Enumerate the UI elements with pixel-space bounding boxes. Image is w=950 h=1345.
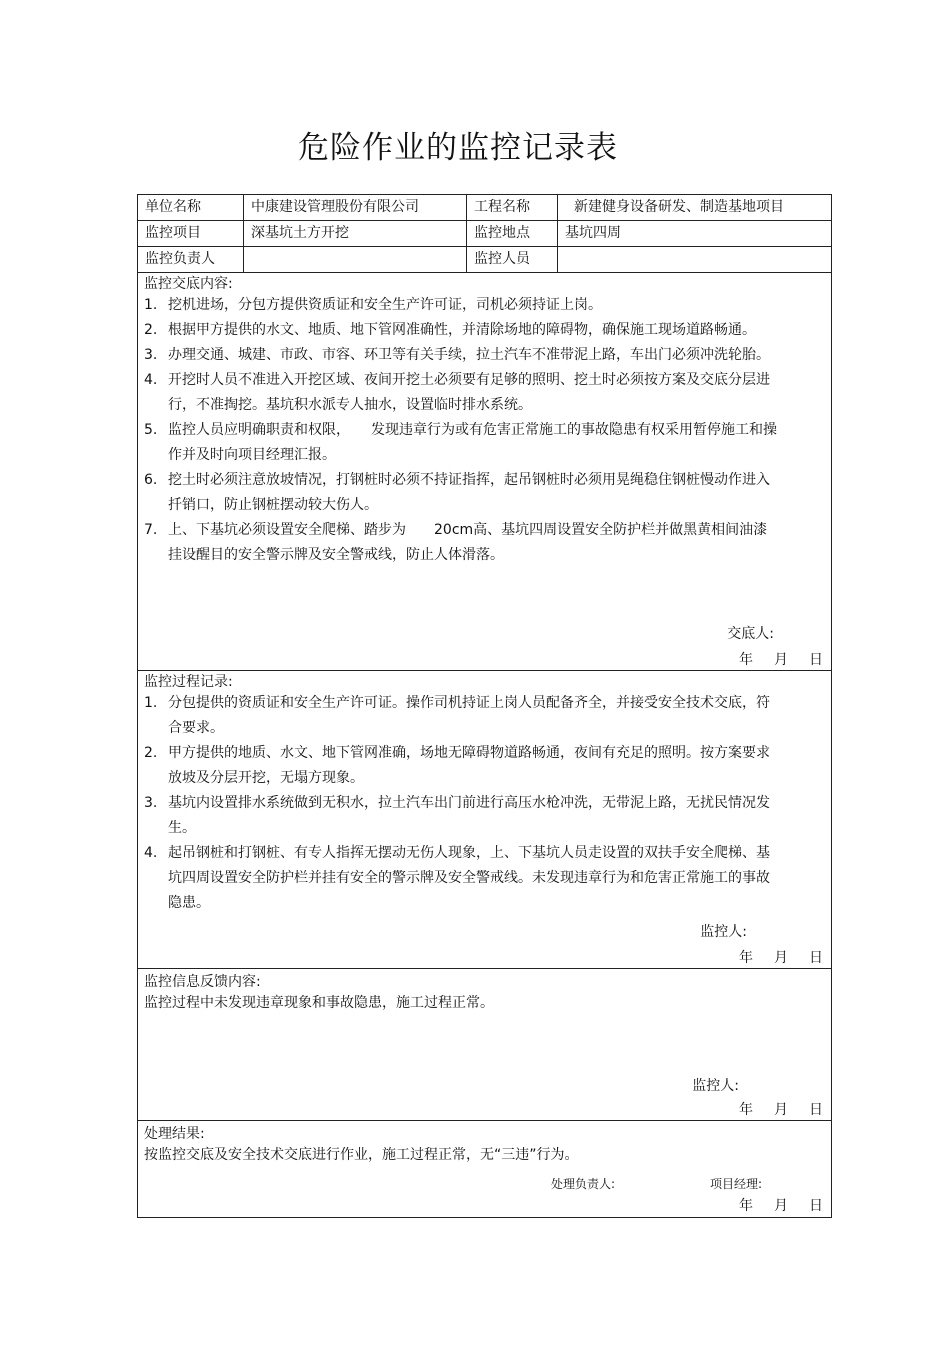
date-month: 月 (774, 652, 788, 668)
list-item (138, 468, 831, 518)
list-item (138, 293, 831, 318)
item-number: 4. (144, 372, 158, 388)
monitor-item-value: 深基坑土方开挖 (244, 221, 467, 246)
date-year: 年 (739, 1198, 753, 1214)
feedback-signer: 监控人: (692, 1078, 739, 1094)
item-number: 1. (144, 297, 158, 313)
item-number: 3. (144, 795, 158, 811)
project-name-value: 新建健身设备研发、制造基地项目 (574, 199, 784, 215)
briefing-title: 监控交底内容: (144, 276, 233, 292)
monitor-location-value: 基坑四周 (565, 225, 621, 241)
list-item (138, 518, 831, 568)
monitor-leader-label: 监控负责人 (138, 247, 244, 272)
date-year: 年 (739, 1102, 753, 1118)
date-month: 月 (774, 1102, 788, 1118)
result-title: 处理结果: (144, 1126, 205, 1142)
result-section (138, 1121, 831, 1217)
date-year: 年 (739, 652, 753, 668)
item-number: 7. (144, 522, 158, 538)
briefing-date (739, 649, 823, 669)
date-day: 日 (809, 1102, 823, 1118)
process-title: 监控过程记录: (144, 674, 233, 690)
header-row-item (138, 221, 831, 247)
item-text: 起吊钢桩和打钢桩、有专人指挥无摆动无伤人现象，上、下基坑人员走设置的双扶手安全爬梯、基坑四周设置安全防护栏并挂有安全的警示牌及安全警戒线。未发现违章行为和危害正常施工的事故隐患。 (168, 845, 770, 911)
feedback-text: 监控过程中未发现违章现象和事故隐患，施工过程正常。 (144, 995, 494, 1011)
item-number: 2. (144, 745, 158, 761)
date-day: 日 (809, 1198, 823, 1214)
date-day: 日 (809, 652, 823, 668)
item-text: 基坑内设置排水系统做到无积水，拉土汽车出门前进行高压水枪冲洗，无带泥上路，无扰民情况发生。 (168, 795, 770, 836)
monitor-staff-value (558, 247, 831, 272)
monitor-location-label: 监控地点 (467, 221, 558, 246)
page-title: 危险作业的监控记录表 (298, 130, 618, 166)
item-text: 根据甲方提供的水文、地质、地下管网准确性，并清除场地的障碍物，确保施工现场道路畅通。 (168, 322, 756, 338)
process-date (739, 947, 823, 967)
date-month: 月 (774, 1198, 788, 1214)
feedback-title: 监控信息反馈内容: (144, 974, 261, 990)
briefing-section (138, 273, 831, 671)
item-text: 监控人员应明确职责和权限， 发现违章行为或有危害正常施工的事故隐患有权采用暂停施工和操作并及时向项目经理汇报。 (168, 422, 777, 463)
date-year: 年 (739, 950, 753, 966)
feedback-date (739, 1099, 823, 1119)
list-item (138, 418, 831, 468)
briefing-signer: 交底人: (727, 626, 774, 642)
project-name-label: 工程名称 (467, 195, 558, 220)
list-item (138, 741, 831, 791)
result-handler: 处理负责人: (551, 1177, 616, 1191)
unit-name-value: 中康建设管理股份有限公司 (244, 195, 467, 220)
item-text: 上、下基坑必须设置安全爬梯、踏步为 20cm高、基坑四周设置安全防护栏并做黑黄相间油漆挂设醒目的安全警示牌及安全警戒线，防止人体滑落。 (168, 522, 768, 563)
result-date (739, 1195, 823, 1215)
unit-name-label: 单位名称 (138, 195, 244, 220)
item-number: 3. (144, 347, 158, 363)
process-signer: 监控人: (700, 924, 747, 940)
item-number: 2. (144, 322, 158, 338)
item-number: 1. (144, 695, 158, 711)
item-text: 甲方提供的地质、水文、地下管网准确，场地无障碍物道路畅通，夜间有充足的照明。按方案要求放坡及分层开挖，无塌方现象。 (168, 745, 770, 786)
result-manager: 项目经理: (710, 1177, 763, 1191)
list-item (138, 343, 831, 368)
item-number: 5. (144, 422, 158, 438)
header-row-people (138, 247, 831, 273)
item-text: 开挖时人员不准进入开挖区域、夜间开挖土必须要有足够的照明、挖土时必须按方案及交底分层进行，不准掏挖。基坑积水派专人抽水，设置临时排水系统。 (168, 372, 770, 413)
monitoring-record-table (137, 194, 832, 1218)
item-text: 挖土时必须注意放坡情况，打钢桩时必须不持证指挥，起吊钢桩时必须用晃绳稳住钢桩慢动作进入扦销口，防止钢桩摆动较大伤人。 (168, 472, 770, 513)
date-month: 月 (774, 950, 788, 966)
monitor-item-label: 监控项目 (138, 221, 244, 246)
result-text: 按监控交底及安全技术交底进行作业，施工过程正常，无“三违”行为。 (144, 1147, 579, 1163)
item-number: 4. (144, 845, 158, 861)
feedback-section (138, 969, 831, 1121)
item-text: 办理交通、城建、市政、市容、环卫等有关手续，拉土汽车不准带泥上路，车出门必须冲洗轮胎。 (168, 347, 770, 363)
date-day: 日 (809, 950, 823, 966)
list-item (138, 368, 831, 418)
monitor-staff-label: 监控人员 (467, 247, 558, 272)
item-number: 6. (144, 472, 158, 488)
header-row-unit (138, 195, 831, 221)
list-item (138, 318, 831, 343)
list-item (138, 841, 831, 916)
item-text: 分包提供的资质证和安全生产许可证。操作司机持证上岗人员配备齐全，并接受安全技术交底，符合要求。 (168, 695, 770, 736)
list-item (138, 791, 831, 841)
monitor-leader-value (244, 247, 467, 272)
list-item (138, 691, 831, 741)
item-text: 挖机进场，分包方提供资质证和安全生产许可证，司机必须持证上岗。 (168, 297, 602, 313)
process-section (138, 671, 831, 969)
